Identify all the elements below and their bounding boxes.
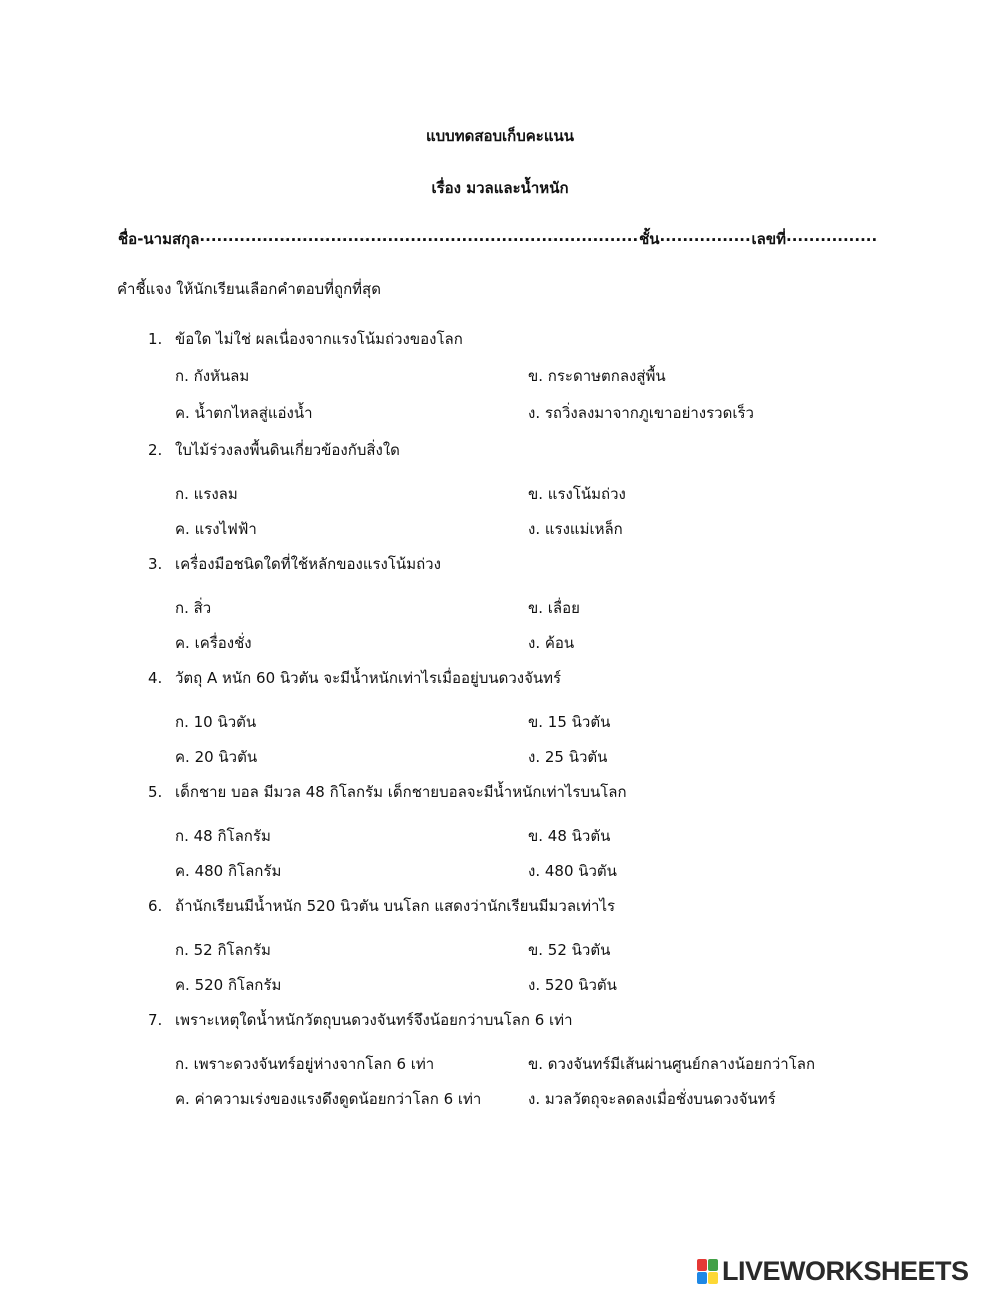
question-number: 5. [148, 783, 163, 801]
question-1 [148, 327, 463, 351]
question-3 [148, 552, 441, 576]
q7-option-d[interactable]: ง. มวลวัตถุจะลดลงเมื่อชั่งบนดวงจันทร์ [528, 1090, 776, 1108]
class-label: ชั้น [639, 230, 660, 248]
number-label: เลขที่ [751, 230, 786, 248]
q6-option-a[interactable]: ก. 52 กิโลกรัม [175, 941, 271, 959]
logo-block [697, 1272, 707, 1284]
question-number: 4. [148, 669, 163, 687]
q4-option-a[interactable]: ก. 10 นิวตัน [175, 713, 257, 731]
number-blank[interactable] [786, 227, 878, 251]
question-2 [148, 438, 400, 462]
logo-block [697, 1259, 707, 1271]
q7-option-b[interactable]: ข. ดวงจันทร์มีเส้นผ่านศูนย์กลางน้อยกว่าโลก [528, 1055, 816, 1073]
q3-option-c[interactable]: ค. เครื่องชั่ง [175, 634, 252, 652]
q6-option-c[interactable]: ค. 520 กิโลกรัม [175, 976, 282, 994]
q6-option-d[interactable]: ง. 520 นิวตัน [528, 976, 617, 994]
instructions: คำชี้แจง ให้นักเรียนเลือกคำตอบที่ถูกที่สุด [117, 280, 381, 298]
question-number: 2. [148, 441, 163, 459]
q7-option-c[interactable]: ค. ค่าความเร่งของแรงดึงดูดน้อยกว่าโลก 6 เท่า [175, 1090, 482, 1108]
q1-option-c[interactable]: ค. น้ำตกไหลสู่แอ่งน้ำ [175, 404, 313, 422]
q1-option-d[interactable]: ง. รถวิ่งลงมาจากภูเขาอย่างรวดเร็ว [528, 404, 754, 422]
question-number: 1. [148, 330, 163, 348]
q7-option-a[interactable]: ก. เพราะดวงจันทร์อยู่ห่างจากโลก 6 เท่า [175, 1055, 435, 1073]
worksheet-title: แบบทดสอบเก็บคะแนน [425, 127, 575, 145]
liveworksheets-logo-icon [697, 1259, 718, 1284]
question-5 [148, 780, 627, 804]
q2-option-d[interactable]: ง. แรงแม่เหล็ก [528, 520, 623, 538]
q1-option-b[interactable]: ข. กระดาษตกลงสู่พื้น [528, 367, 666, 385]
q5-option-b[interactable]: ข. 48 นิวตัน [528, 827, 611, 845]
q3-option-d[interactable]: ง. ค้อน [528, 634, 575, 652]
question-number: 6. [148, 897, 163, 915]
question-text: ถ้านักเรียนมีน้ำหนัก 520 นิวตัน บนโลก แสดงว่านักเรียนมีมวลเท่าไร [175, 897, 616, 915]
q2-option-b[interactable]: ข. แรงโน้มถ่วง [528, 485, 626, 503]
question-text: เด็กชาย บอล มีมวล 48 กิโลกรัม เด็กชายบอลจะมีน้ำหนักเท่าไรบนโลก [175, 783, 627, 801]
worksheet-subtitle: เรื่อง มวลและน้ำหนัก [431, 179, 569, 197]
question-4 [148, 666, 561, 690]
q6-option-b[interactable]: ข. 52 นิวตัน [528, 941, 611, 959]
brand-name: LIVEWORKSHEETS [722, 1255, 969, 1286]
class-blank[interactable] [660, 227, 752, 251]
q5-option-d[interactable]: ง. 480 นิวตัน [528, 862, 617, 880]
question-number: 7. [148, 1011, 163, 1029]
logo-block [708, 1272, 718, 1284]
question-text: เพราะเหตุใดน้ำหนักวัตถุบนดวงจันทร์จึงน้อยกว่าบนโลก 6 เท่า [175, 1011, 573, 1029]
q4-option-c[interactable]: ค. 20 นิวตัน [175, 748, 258, 766]
q3-option-b[interactable]: ข. เลื่อย [528, 599, 580, 617]
student-info-line [118, 227, 878, 251]
q1-option-a[interactable]: ก. กังหันลม [175, 367, 250, 385]
q3-option-a[interactable]: ก. สิ่ว [175, 599, 212, 617]
q2-option-a[interactable]: ก. แรงลม [175, 485, 238, 503]
question-text: วัตถุ A หนัก 60 นิวตัน จะมีน้ำหนักเท่าไรเมื่ออยู่บนดวงจันทร์ [175, 669, 562, 687]
q5-option-a[interactable]: ก. 48 กิโลกรัม [175, 827, 271, 845]
q4-option-d[interactable]: ง. 25 นิวตัน [528, 748, 608, 766]
logo-block [708, 1259, 718, 1271]
q5-option-c[interactable]: ค. 480 กิโลกรัม [175, 862, 282, 880]
q4-option-b[interactable]: ข. 15 นิวตัน [528, 713, 611, 731]
name-label: ชื่อ-นามสกุล [118, 230, 200, 248]
liveworksheets-logo [697, 1256, 969, 1286]
name-blank[interactable] [199, 227, 639, 251]
question-number: 3. [148, 555, 163, 573]
question-text: เครื่องมือชนิดใดที่ใช้หลักของแรงโน้มถ่วง [175, 555, 441, 573]
question-7 [148, 1008, 573, 1032]
q2-option-c[interactable]: ค. แรงไฟฟ้า [175, 520, 257, 538]
question-text: ใบไม้ร่วงลงพื้นดินเกี่ยวข้องกับสิ่งใด [175, 441, 400, 459]
question-6 [148, 894, 615, 918]
question-text: ข้อใด ไม่ใช่ ผลเนื่องจากแรงโน้มถ่วงของโลก [175, 330, 463, 348]
